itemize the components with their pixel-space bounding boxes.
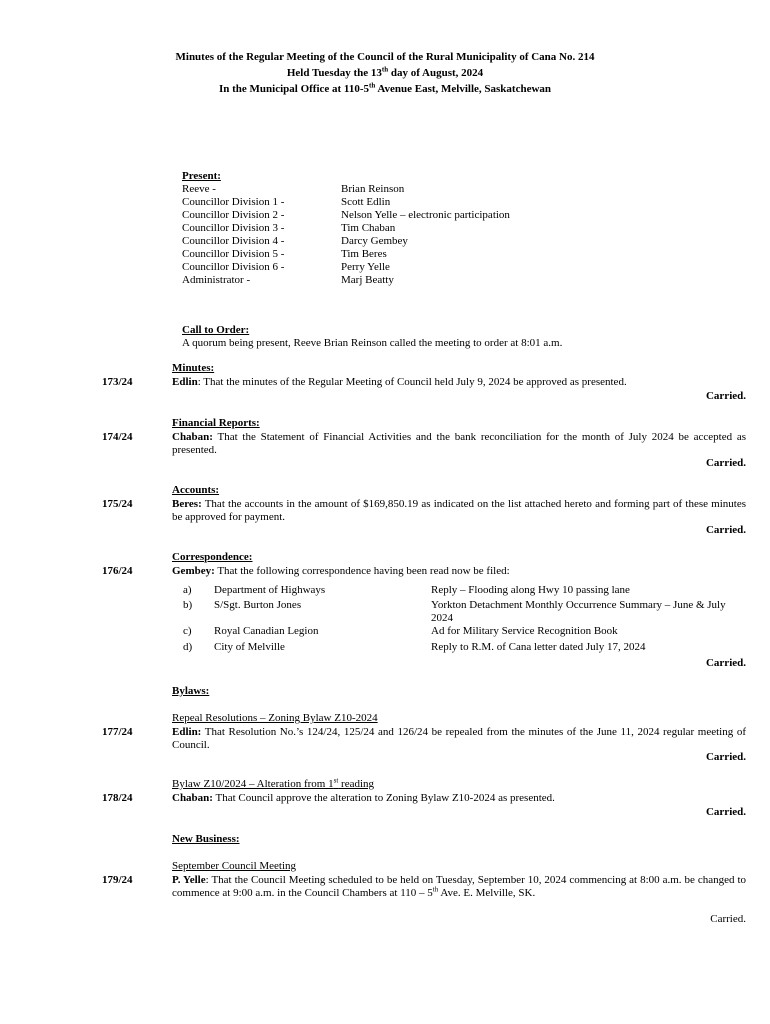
- accounts-motion: Beres: That the accounts in the amount of $169,850.19 as indicated on the list attached hereto and forming part of these minutes be approved for payment.: [172, 498, 746, 523]
- present-roles: [182, 170, 342, 287]
- alteration-subheading: Bylaw Z10/2024 – Alteration from 1st reading: [172, 776, 375, 790]
- present-name: Tim Chaban: [341, 222, 396, 234]
- present-names: [341, 183, 641, 287]
- resolution-number: 177/24: [102, 726, 133, 738]
- present-name: Scott Edlin: [341, 196, 391, 208]
- call-to-order-heading: Call to Order:: [182, 324, 250, 336]
- resolution-number: 175/24: [102, 498, 133, 510]
- carried-label: Carried.: [710, 913, 746, 925]
- carried-label: Carried.: [705, 751, 746, 763]
- resolution-number: 176/24: [102, 565, 133, 577]
- carried-label: Carried.: [705, 806, 746, 818]
- resolution-number: 173/24: [102, 376, 133, 388]
- correspondence-letter: c): [183, 625, 192, 637]
- present-role: Councillor Division 5 -: [182, 248, 285, 260]
- correspondence-desc: Yorkton Detachment Monthly Occurrence Summary – June & July 2024: [431, 599, 726, 624]
- resolution-number: 174/24: [102, 431, 133, 443]
- present-name: Marj Beatty: [341, 274, 394, 286]
- present-heading: Present:: [182, 170, 221, 182]
- present-role: Councillor Division 4 -: [182, 235, 285, 247]
- present-role: Administrator -: [182, 274, 251, 286]
- correspondence-from: Royal Canadian Legion: [214, 625, 319, 637]
- repeal-subheading: Repeal Resolutions – Zoning Bylaw Z10-2024: [172, 712, 378, 724]
- document-header: [0, 49, 770, 97]
- bylaws-heading: Bylaws:: [172, 685, 210, 697]
- resolution-number: 178/24: [102, 792, 133, 804]
- present-role: Councillor Division 1 -: [182, 196, 285, 208]
- header-location: In the Municipal Office at 110-5th Avenue East, Melville, Saskatchewan: [218, 81, 552, 95]
- carried-label: Carried.: [705, 390, 746, 402]
- correspondence-letter: b): [183, 599, 193, 611]
- carried-label: Carried.: [705, 657, 746, 669]
- present-role: Councillor Division 3 -: [182, 222, 285, 234]
- present-name: Nelson Yelle – electronic participation: [341, 209, 510, 221]
- september-meeting-subheading: September Council Meeting: [172, 860, 297, 872]
- repeal-motion: Edlin: That Resolution No.’s 124/24, 125/24 and 126/24 be repealed from the minutes of the June 11, 2024 regular meeting of Council.: [172, 726, 746, 751]
- present-name: Tim Beres: [341, 248, 387, 260]
- minutes-motion: Edlin: That the minutes of the Regular Meeting of Council held July 9, 2024 be approved as presented.: [172, 376, 627, 388]
- minutes-heading: Minutes:: [172, 362, 215, 374]
- carried-label: Carried.: [705, 524, 746, 536]
- present-name: Perry Yelle: [341, 261, 390, 273]
- new-business-heading: New Business:: [172, 833, 240, 845]
- correspondence-motion: Gembey: That the following correspondence having been read now be filed:: [172, 565, 510, 577]
- accounts-heading: Accounts:: [172, 484, 220, 496]
- correspondence-desc: Ad for Military Service Recognition Book: [431, 625, 618, 637]
- financial-heading: Financial Reports:: [172, 417, 260, 429]
- correspondence-desc: Reply to R.M. of Cana letter dated July 17, 2024: [431, 641, 646, 653]
- present-role: Councillor Division 2 -: [182, 209, 285, 221]
- resolution-number: 179/24: [102, 874, 133, 886]
- september-meeting-motion: P. Yelle: That the Council Meeting scheduled to be held on Tuesday, September 10, 2024 commencing at 8:00 a.m. be changed to commence at 9:00 a.m. in the Council Chambers at 110 – 5th Ave. E. Melville, SK.: [172, 874, 746, 899]
- present-name: Darcy Gembey: [341, 235, 408, 247]
- correspondence-heading: Correspondence:: [172, 551, 253, 563]
- correspondence-letter: d): [183, 641, 193, 653]
- present-role: Reeve -: [182, 183, 216, 195]
- carried-label: Carried.: [705, 457, 746, 469]
- correspondence-from: Department of Highways: [214, 584, 326, 596]
- call-to-order-text: A quorum being present, Reeve Brian Reinson called the meeting to order at 8:01 a.m.: [182, 337, 563, 349]
- correspondence-desc: Reply – Flooding along Hwy 10 passing lane: [431, 584, 630, 596]
- header-date: Held Tuesday the 13th day of August, 2024: [286, 65, 484, 79]
- financial-motion: Chaban: That the Statement of Financial Activities and the bank reconciliation for the month of July 2024 be accepted as presented.: [172, 431, 746, 456]
- correspondence-from: City of Melville: [214, 641, 285, 653]
- present-name: Brian Reinson: [341, 183, 405, 195]
- correspondence-letter: a): [183, 584, 192, 596]
- correspondence-from: S/Sgt. Burton Jones: [214, 599, 302, 611]
- alteration-motion: Chaban: That Council approve the alteration to Zoning Bylaw Z10-2024 as presented.: [172, 792, 555, 804]
- header-title: Minutes of the Regular Meeting of the Council of the Rural Municipality of Cana No. 214: [175, 51, 595, 63]
- present-role: Councillor Division 6 -: [182, 261, 285, 273]
